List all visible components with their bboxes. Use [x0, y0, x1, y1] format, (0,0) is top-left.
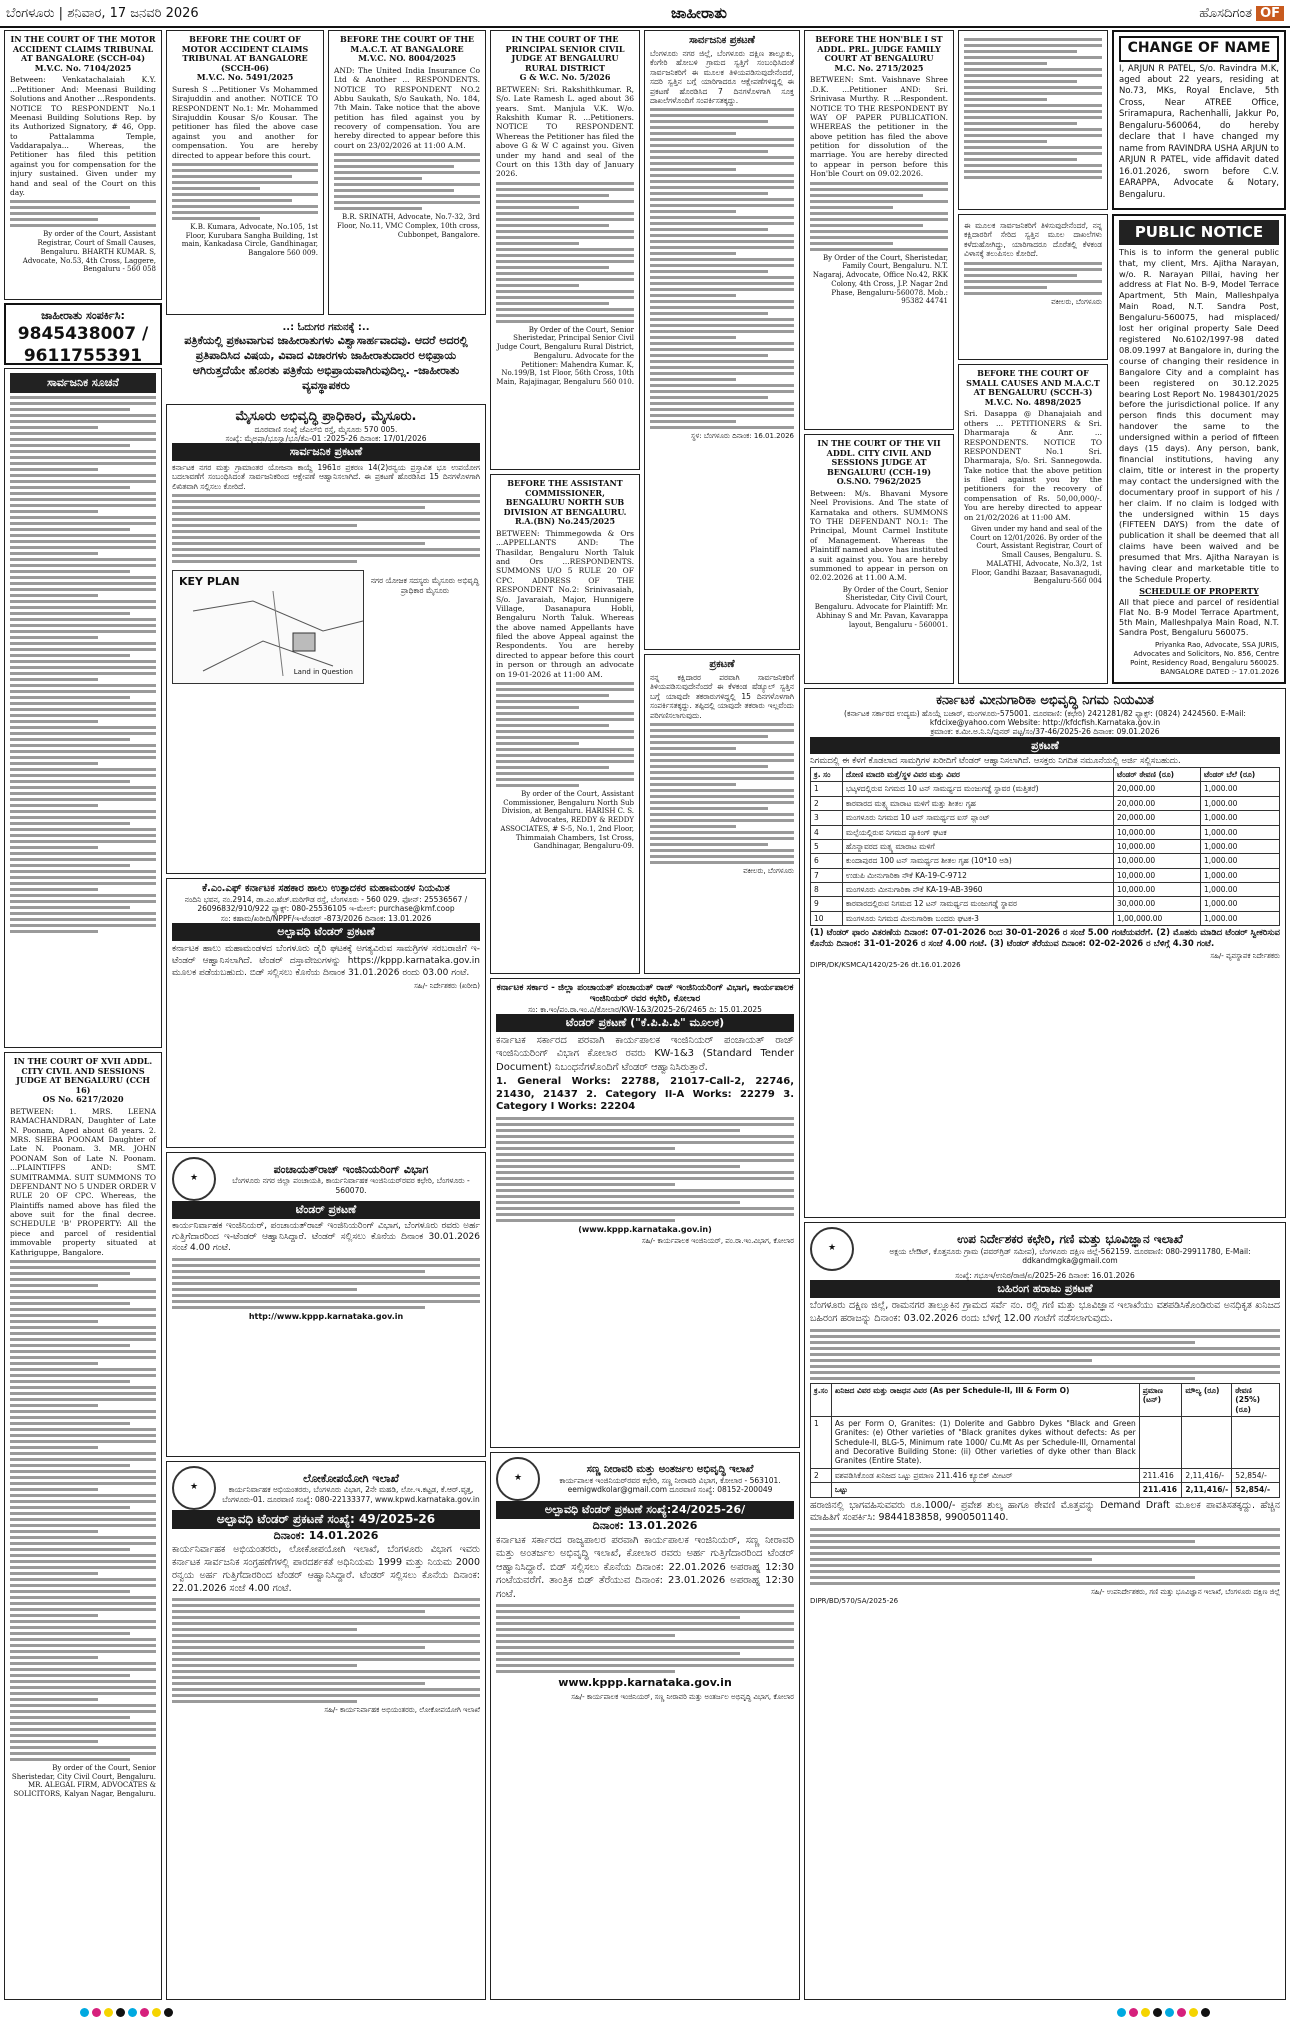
table-cell: 5	[811, 839, 843, 853]
paper-name: ಹೊಸದಿಗಂತ	[1199, 5, 1253, 21]
change-of-name-body: I, ARJUN R PATEL, S/o. Ravindra M.K, aged about 22 years, residing at No.73, MKs, Royal Enclave, 5th Cross, Near ATREE Office, Sriramapura, Rachenhalli, Jakkur Po, Bengaluru-560064, do hereby declare that I have changed my name from RAVINDRA USHA ARJUN to ARJUN R PATEL, vide affidavit dated 16.01.2026, sworn before C.V. EARAPPA, Advocate & Notary, Bengaluru.	[1119, 63, 1279, 200]
kfdc-signature: ಸಹಿ/- ವ್ಯವಸ್ಥಾಪಕ ನಿರ್ದೇಶಕರು	[1210, 952, 1280, 961]
registration-dot	[1153, 2008, 1162, 2017]
pr-url: http://www.kppp.karnataka.gov.in	[248, 1311, 404, 1321]
fine-print	[496, 1117, 794, 1222]
kfdc-notes: (1) ಟೆಂಡರ್ ಫಾರಂ ವಿತರಣೆಯ ದಿನಾಂಕ: 07-01-2026 ರಿಂದ 30-01-2026 ರ ಸಂಜೆ 5.00 ಗಂಟೆಯವರೆಗೆ. (2) ಮೊಹರು ಮಾಡಿದ ಟೆಂಡರ್ ಸ್ವೀಕರಿಸುವ ಕೊನೆಯ ದಿನಾಂಕ: 31-01-2026 ರ ಸಂಜೆ 4.00 ಗಂಟೆ. (3) ಟೆಂಡರ್ ತೆರೆಯುವ ದಿನಾಂಕ: 02-02-2026 ರ ಬೆಳಿಗ್ಗೆ 4.30 ಗಂಟೆ.	[810, 928, 1280, 949]
table-cell: 1,000.00	[1201, 825, 1280, 839]
table-row	[811, 897, 1280, 911]
table-cell: 20,000.00	[1114, 811, 1201, 825]
registration-dot	[116, 2008, 125, 2017]
table-cell: ಹೊನ್ನಾವರದ ಮತ್ಸ್ಯ ಮಾರಾಟ ಮಳಿಗೆ	[842, 839, 1113, 853]
ad-heading: BEFORE THE ASSISTANT COMMISSIONER, BENGALURU NORTH SUB DIVISION AT BENGALURU.	[503, 478, 627, 517]
ad-body: Sri. Dasappa @ Dhanajaiah and others ... PETITIONERS & Sri. Dharmaraja & Anr. ... RESPONDENTS. NOTICE TO RESPONDENT No.1 Sri. Dharmaraja, S/o. Sri. Sannegowda. Take notice that the above petition is filed against you by the petitioners for the recovery of compensation of Rs. 50,00,000/-. You are hereby directed to appear on 21/02/2026 at 11:00 AM.	[964, 409, 1102, 522]
ad-signature: By Order of the Court, Senior Sheristedar, City Civil Court, Bengaluru. Advocate for Plaintiff: Mr. Abhinay S and Mr. Pavan, Kavarappa layout, Bengaluru - 560001.	[814, 585, 948, 629]
table-cell: 2	[811, 1468, 832, 1482]
mi-address: ಕಾರ್ಯಪಾಲಕ ಇಂಜಿನಿಯರ್‌ರವರ ಕಛೇರಿ, ಸಣ್ಣ ನೀರಾವರಿ ವಿಭಾಗ, ಕೋಲಾರ - 563101. eemigwdkolar@gmail.com ದೂರವಾಣಿ ಸಂಖ್ಯೆ: 08152-200049	[559, 1475, 781, 1494]
table-row	[811, 854, 1280, 868]
table-cell: 1,000.00	[1201, 883, 1280, 897]
kolar-pr-notice-title: ಟೆಂಡರ್ ಪ್ರಕಟಣೆ ("ಕೆ.ಪಿ.ಪಿ.ಪಿ" ಮೂಲಕ)	[496, 1014, 794, 1032]
mi-date: ದಿನಾಂಕ: 13.01.2026	[592, 1518, 698, 1532]
ad-signature: By order of the Court, Assistant Registrar, Court of Small Causes, Bengaluru. BHARTH KUMAR. S, Advocate, No.53, 4th Cross, Laggere, Bengaluru - 560 058	[22, 230, 156, 274]
pr-body: ಕಾರ್ಯನಿರ್ವಾಹಕ ಇಂಜಿನಿಯರ್, ಪಂಚಾಯತ್‌ರಾಜ್ ಇಂಜಿನಿಯರಿಂಗ್ ವಿಭಾಗ, ಬೆಂಗಳೂರು ರವರು ಅರ್ಹ ಗುತ್ತಿಗೆದಾರರಿಂದ ಇ-ಟೆಂಡರ್ ಆಹ್ವಾನಿಸಿದ್ದಾರೆ. ಟೆಂಡರ್ ಸಲ್ಲಿಸಲು ಕೊನೆಯ ದಿನಾಂಕ 30.01.2026 ಸಂಜೆ 4.00 ಗಂಟೆ.	[172, 1220, 480, 1254]
mvc-notice-ad	[4, 30, 162, 300]
notice-signature: ವಕೀಲರು, ಬೆಂಗಳೂರು	[743, 866, 794, 875]
ad-heading: BEFORE THE HON'BLE I ST ADDL. PRL. JUDGE FAMILY COURT AT BENGALURU	[815, 34, 943, 64]
mvc-notice-ad-2	[166, 30, 324, 315]
table-cell: 10,000.00	[1114, 854, 1201, 868]
table-row	[811, 868, 1280, 882]
table-cell: 6	[811, 854, 843, 868]
ad-heading: BEFORE THE COURT OF THE M.A.C.T. AT BANGALORE	[339, 34, 475, 54]
table-header: ಠೇವಣಿ (25%) (ರೂ)	[1232, 1383, 1280, 1416]
registration-dot	[1129, 2008, 1138, 2017]
pwd-body: ಕಾರ್ಯನಿರ್ವಾಹಕ ಅಭಿಯಂತರರು, ಲೋಕೋಪಯೋಗಿ ಇಲಾಖೆ, ಬೆಂಗಳೂರು ವಿಭಾಗ ಇವರು ಕರ್ನಾಟಕ ಸಾರ್ವಜನಿಕ ಸಂಗ್ರಹಣೆಗಳಲ್ಲಿ ಪಾರದರ್ಶಕತೆ ಅಧಿನಿಯಮ 1999 ಮತ್ತು ನಿಯಮ 2000 ರನ್ವಯ ಅರ್ಹ ಗುತ್ತಿಗೆದಾರರಿಂದ ಟೆಂಡರ್ ಆಹ್ವಾನಿಸಿದ್ದಾರೆ. ಟೆಂಡರ್ ಸಲ್ಲಿಸಲು ಕೊನೆಯ ದಿನಾಂಕ: 22.01.2026 ಸಂಜೆ 4.00 ಗಂಟೆ.	[172, 1544, 480, 1594]
mines-header	[810, 1227, 1280, 1271]
pr-header	[172, 1157, 480, 1201]
kmf-signature: ಸಹಿ/- ನಿರ್ದೇಶಕರು (ಖರೀದಿ)	[414, 982, 480, 991]
muda-ref: ಸಂಖ್ಯೆ: ಮೈಅಪ್ರಾ/ಭೂಸ್ವಾ/ಭೂ/ಕೆಎ-01 :2025-26 ದಿನಾಂಕ: 17/01/2026	[225, 433, 427, 443]
change-of-name-ad	[1112, 30, 1286, 210]
kolar-pr-signature: ಸಹಿ/- ಕಾರ್ಯಪಾಲಕ ಇಂಜಿನಿಯರ್, ಪಂ.ರಾ.ಇಂ.ವಿಭಾಗ, ಕೋಲಾರ	[641, 1237, 794, 1246]
public-notice-title: PUBLIC NOTICE	[1119, 220, 1279, 245]
table-header: ಟೆಂಡರ್ ಬೆಲೆ (ರೂ)	[1201, 768, 1280, 782]
table-cell	[1232, 1416, 1280, 1468]
notice-title: ಸಾರ್ವಜನಿಕ ಸೂಚನೆ	[10, 373, 156, 393]
kmf-tender-ad	[166, 878, 486, 1148]
table-header-row	[811, 1383, 1280, 1416]
case-number: R.A.(BN) No.245/2025	[514, 516, 616, 527]
table-cell: 10	[811, 911, 843, 925]
table-cell: 20,000.00	[1114, 782, 1201, 796]
table-cell	[1139, 1416, 1182, 1468]
fine-print	[650, 723, 794, 864]
table-row	[811, 1468, 1280, 1482]
government-emblem-icon: ★	[172, 1157, 216, 1201]
case-number: M.V.C. No. 7104/2025	[34, 62, 132, 73]
schedule-title: SCHEDULE OF PROPERTY	[1139, 585, 1259, 596]
table-cell: 1,000.00	[1201, 868, 1280, 882]
table-cell: 10,000.00	[1114, 868, 1201, 882]
ad-body: AND: The United India Insurance Co Ltd & Another ... RESPONDENTS. NOTICE TO RESPONDENT NO.2 Abbu Saukath, S/o Saukath, No. 184, 7th Main. Take notice that the above petition has filed against you by recovery of compensation. You are hereby directed to appear before this court on 23/02/2026 at 11:00 A.M.	[334, 65, 480, 150]
panchayat-raj-tender-ad	[166, 1152, 486, 1457]
ad-signature: By Order of the Court, Sheristedar, Family Court, Bengaluru. N.T. Nagaraj, Advocate, Office No.42, RKK Colony, 4th Cross, J.P. Nagar 2nd Phase, Bengaluru-560078. Mob.: 95382 44741	[812, 253, 948, 306]
table-row	[811, 839, 1280, 853]
kannada-notice-signature: ವಕೀಲರು, ಬೆಂಗಳೂರು	[1051, 297, 1102, 306]
table-cell	[811, 1483, 832, 1497]
mi-title: ಸಣ್ಣ ನೀರಾವರಿ ಮತ್ತು ಅಂತರ್ಜಲ ಅಭಿವೃದ್ಧಿ ಇಲಾಖೆ	[586, 1463, 754, 1475]
family-court-ad	[804, 30, 954, 430]
muda-notice-ad	[166, 404, 486, 874]
mines-auction-ad	[804, 1222, 1286, 2000]
table-header: ಕ್ರ. ಸಂ	[811, 768, 843, 782]
table-cell: 10,000.00	[1114, 839, 1201, 853]
public-notice-signature: ಸ್ಥಳ: ಬೆಂಗಳೂರು ದಿನಾಂಕ: 16.01.2026	[691, 432, 794, 441]
kannada-notice-ad	[958, 214, 1108, 360]
mines-notice-title: ಬಹಿರಂಗ ಹರಾಜು ಪ್ರಕಟಣೆ	[810, 1280, 1280, 1298]
print-registration-strip	[0, 2005, 1290, 2019]
guardian-court-ad	[490, 30, 640, 470]
table-cell: 1,000.00	[1201, 811, 1280, 825]
registration-dot	[1189, 2008, 1198, 2017]
table-row	[811, 911, 1280, 925]
pr-title: ಪಂಚಾಯತ್‌ರಾಜ್ ಇಂಜಿನಿಯರಿಂಗ್ ವಿಭಾಗ	[273, 1163, 429, 1177]
fine-print	[496, 182, 634, 323]
land-in-question-label: Land in Question	[293, 668, 353, 677]
table-cell: ಕಾರವಾರದ ಮತ್ಸ್ಯ ಮಾರಾಟ ಮಳಿಗೆ ಮತ್ತು ಶೀತಲ ಗೃಹ	[842, 796, 1113, 810]
table-cell: 52,854/-	[1232, 1468, 1280, 1482]
case-number: M.C. No. 2715/2025	[834, 62, 924, 73]
table-cell: 4	[811, 825, 843, 839]
kolar-pr-title: ಕರ್ನಾಟಕ ಸರ್ಕಾರ - ಜಿಲ್ಲಾ ಪಂಚಾಯತ್ ಪಂಚಾಯತ್ ರಾಜ್ ಇಂಜಿನಿಯರಿಂಗ್ ವಿಭಾಗ, ಕಾರ್ಯಪಾಲಕ ಇಂಜಿನಿಯರ್ ರವರ ಕಛೇರಿ, ಕೋಲಾರ	[496, 983, 794, 1004]
fine-print	[810, 1329, 1280, 1380]
registration-dot	[152, 2008, 161, 2017]
fine-print	[172, 1258, 480, 1309]
ad-heading: IN THE COURT OF THE MOTOR ACCIDENT CLAIMS TRIBUNAL AT BANGALORE (SCCH-04)	[10, 34, 156, 64]
muda-address: ದೂರವಾಣಿ ಸಂಖ್ಯೆ ಜೆಎಲ್‌ಬಿ ರಸ್ತೆ, ಮೈಸೂರು 570 005.	[254, 424, 398, 434]
kfdc-tender-table	[810, 767, 1280, 926]
mines-signature: ಸಹಿ/- ಉಪನಿರ್ದೇಶಕರು, ಗಣಿ ಮತ್ತು ಭೂವಿಜ್ಞಾನ ಇಲಾಖೆ, ಬೆಂಗಳೂರು ದಕ್ಷಿಣ ಜಿಲ್ಲೆ	[1091, 1588, 1280, 1597]
kmf-notice-title: ಅಲ್ಪಾವಧಿ ಟೆಂಡರ್ ಪ್ರಕಟಣೆ	[172, 923, 480, 941]
fine-print	[10, 396, 156, 933]
table-cell: ಭಟ್ಕಳದಲ್ಲಿರುವ ನಿಗಮದ 10 ಟನ್ ಸಾಮರ್ಥ್ಯದ ಮಂಜುಗಡ್ಡೆ ಸ್ಥಾವರ (ಮತ್ತಿತರೆ)	[842, 782, 1113, 796]
mines-dipr: DIPR/BD/570/SA/2025-26	[810, 1596, 899, 1605]
registration-dot	[1165, 2008, 1174, 2017]
table-header: ಪ್ರಮಾಣ (ಟನ್)	[1139, 1383, 1182, 1416]
table-row	[811, 1416, 1280, 1468]
case-number: O.S.NO. 7962/2025	[836, 476, 922, 487]
registration-dot	[1201, 2008, 1210, 2017]
mines-title: ಉಪ ನಿರ್ದೇಶಕರ ಕಛೇರಿ, ಗಣಿ ಮತ್ತು ಭೂವಿಜ್ಞಾನ ಇಲಾಖೆ	[957, 1232, 1183, 1247]
table-cell: 3	[811, 811, 843, 825]
case-number: G & W.C. No. 5/2026	[519, 72, 611, 83]
ad-heading: BEFORE THE COURT OF MOTOR ACCIDENT CLAIMS TRIBUNAL AT BANGALORE (SCCH-06)	[181, 34, 309, 73]
case-number: M.V.C. No. 4898/2025	[984, 396, 1082, 407]
ad-heading: IN THE COURT OF XVII ADDL. CITY CIVIL AND SESSIONS JUDGE AT BENGALURU (CCH 16)	[13, 1056, 153, 1095]
kmf-body: ಕರ್ನಾಟಕ ಹಾಲು ಮಹಾಮಂಡಳದ ಬೆಂಗಳೂರು ಡೈರಿ ಘಟಕಕ್ಕೆ ಅಗತ್ಯವಿರುವ ಸಾಮಗ್ರಿಗಳ ಸರಬರಾಜಿಗೆ ಇ-ಟೆಂಡರ್ ಆಹ್ವಾನಿಸಲಾಗಿದೆ. ಟೆಂಡರ್ ದಸ್ತಾವೇಜುಗಳನ್ನು https://kppp.karnataka.gov.in ಮೂಲಕ ಪಡೆಯಬಹುದು. ಬಿಡ್ ಸಲ್ಲಿಸಲು ಕೊನೆಯ ದಿನಾಂಕ 31.01.2026 ರಂದು 03.00 ಗಂಟೆ.	[172, 943, 480, 979]
notice-body: ನನ್ನ ಕಕ್ಷಿದಾರರ ಪರವಾಗಿ ಸಾರ್ವಜನಿಕರಿಗೆ ತಿಳಿಯಪಡಿಸುವುದೇನೆಂದರೆ ಈ ಕೆಳಕಂಡ ಷೆಡ್ಯೂಲ್ ಸ್ವತ್ತಿನ ಬಗ್ಗೆ ಯಾವುದೇ ತಕರಾರುಗಳಿದ್ದಲ್ಲಿ 15 ದಿನಗಳೊಳಗಾಗಿ ಸಂಪರ್ಕಿಸತಕ್ಕದ್ದು. ತಪ್ಪಿದಲ್ಲಿ ಯಾವುದೇ ತಕರಾರು ಇಲ್ಲವೆಂದು ಪರಿಗಣಿಸಲಾಗುವುದು.	[650, 673, 794, 720]
table-row	[811, 883, 1280, 897]
public-notice-kn-ad	[4, 368, 162, 1048]
table-cell: 7	[811, 868, 843, 882]
table-cell: ಕಾರವಾರದಲ್ಲಿರುವ ನಿಗಮದ 12 ಟನ್ ಸಾಮರ್ಥ್ಯದ ಮಂಜುಗಡ್ಡೆ ಸ್ಥಾವರ	[842, 897, 1113, 911]
ad-body: BETWEEN: 1. MRS. LEENA RAMACHANDRAN, Daughter of Late N. Poonam, Aged about 68 years. 2. MRS. SHEBA POONAM Daughter of Late N. Poonam. 3. MR. JOHN POONAM Son of Late N. Poonam. ...PLAINTIFFS AND: SMT. SUMITRAMMA. SUIT SUMMONS TO DEFENDANT NO 5 UNDER ORDER V RULE 20 OF CPC. Whereas, the Plaintiffs named above has filed the above suit for the final decree. SCHEDULE 'B' PROPERTY: All the piece and parcel of residential immovable property situated at Kathriguppe, Bangalore.	[10, 1106, 156, 1257]
public-notice-body: This is to inform the general public that, my client, Mrs. Ajitha Narayan, w/o. R. Narayan Pillai, having her address at Flat No. B-9, Model Terrace Apartment, 5th Main, Malleshpalya Main Road, N.T. Sandra Post, Bengaluru-560075, had misplaced/ lost her original property Sale Deed registered No.6102/1997-98 dated 08.09.1997 at Bangalore in, during the course of changing their residence in Bangalore City and a complaint has been registered on 30.12.2025 bearing Lost Report No. 1984301/2025 before the jurisdictional police. If any person finds this document may handover the same to the undersigned within a period of fifteen days (15 days). Any person, bank, financial institutions, having any claim, title or interest in the property may contact the undersigned with the documentary proof in support of his / her claim. If no claim is lodged with the undersigned within 15 days (FIFTEEN DAYS) from the date of publication it shall be deemed that all claims have been waived and be presumed that Mrs. Ajitha Narayan is having clear and marketable title to the Schedule Property.	[1119, 246, 1279, 584]
kmf-title: ಕೆ.ಎಂ.ಎಫ್ ಕರ್ನಾಟಕ ಸಹಕಾರ ಹಾಲು ಉತ್ಪಾದಕರ ಮಹಾಮಂಡಳ ನಿಯಮಿತ	[202, 883, 450, 894]
table-cell: 30,000.00	[1114, 897, 1201, 911]
key-plan-map	[172, 570, 364, 684]
ad-body: BETWEEN: Thimmegowda & Ors ...APPELLANTS AND: The Thasildar, Bengaluru North Taluk and Ors ...RESPONDENTS. SUMMONS U/O 5 RULE 20 OF CPC. ADDRESS OF THE RESPONDENT No.2: Srinivasaiah, S/o. Javaraiah, Major, Hunnigere Village, Dasanapura Hobli, Bengaluru North Taluk. Whereas the above named Appellants have filed the above Appeal against the Respondents. You are hereby directed to appear before this court in person or through an advocate on 19-01-2026 at 11:00 AM.	[496, 528, 634, 679]
public-notice-ad-2	[644, 654, 800, 974]
public-notice-ad	[644, 30, 800, 650]
public-notice-lost-deed-ad	[1112, 214, 1286, 684]
table-cell: 8	[811, 883, 843, 897]
table-cell: 9	[811, 897, 843, 911]
table-cell: 10,000.00	[1114, 825, 1201, 839]
case-number: M.V.C. No. 5491/2025	[196, 72, 294, 83]
fine-print	[334, 153, 480, 210]
public-notice-body: ಬೆಂಗಳೂರು ನಗರ ಜಿಲ್ಲೆ, ಬೆಂಗಳೂರು ದಕ್ಷಿಣ ತಾಲ್ಲೂಕು, ಕೆಂಗೇರಿ ಹೋಬಳಿ ಗ್ರಾಮದ ಸ್ವತ್ತಿಗೆ ಸಂಬಂಧಿಸಿದಂತೆ ಸಾರ್ವಜನಿಕರಿಗೆ ಈ ಮೂಲಕ ತಿಳಿಯಪಡಿಸುವುದೇನೆಂದರೆ, ಸದರಿ ಸ್ವತ್ತಿನ ಬಗ್ಗೆ ಯಾರಿಗಾದರೂ ಆಕ್ಷೇಪಣೆಗಳಿದ್ದಲ್ಲಿ ಈ ಪ್ರಕಟಣೆ ಹೊರಡಿಸಿದ 7 ದಿನಗಳೊಳಗಾಗಿ ಸೂಕ್ತ ದಾಖಲೆಗಳೊಂದಿಗೆ ಸಂಪರ್ಕಿಸತಕ್ಕದ್ದು.	[650, 49, 794, 105]
fine-print	[964, 38, 1102, 179]
mi-signature: ಸಹಿ/- ಕಾರ್ಯಪಾಲಕ ಇಂಜಿನಿಯರ್, ಸಣ್ಣ ನೀರಾವರಿ ಮತ್ತು ಅಂತರ್ಜಲ ಅಭಿವೃದ್ಧಿ ವಿಭಾಗ, ಕೋಲಾರ	[571, 1692, 794, 1701]
registration-dots-left	[0, 2008, 253, 2017]
mines-table-body	[811, 1416, 1280, 1497]
registration-dot	[1141, 2008, 1150, 2017]
table-cell: ಮಲ್ಪೆಯಲ್ಲಿರುವ ನಿಗಮದ ಪ್ಯಾಕಿಂಗ್ ಘಟಕ	[842, 825, 1113, 839]
table-header: ಟೆಂಡರ್ ಠೇವಣಿ (ರೂ)	[1114, 768, 1201, 782]
pwd-notice-title: ಅಲ್ಪಾವಧಿ ಟೆಂಡರ್ ಪ್ರಕಟಣೆ ಸಂಖ್ಯೆ: 49/2025-26	[172, 1510, 480, 1529]
pr-address: ಬೆಂಗಳೂರು ನಗರ ಜಿಲ್ಲಾ ಪಂಚಾಯತಿ, ಕಾರ್ಯನಿರ್ವಾಹಕ ಇಂಜಿನಿಯರ್‌ರವರ ಕಛೇರಿ, ಬೆಂಗಳೂರು - 560070.	[232, 1176, 470, 1195]
key-plan-row	[172, 566, 480, 688]
section-title: ಜಾಹೀರಾತು	[671, 4, 727, 22]
mines-footer: ಹರಾಜಿನಲ್ಲಿ ಭಾಗವಹಿಸುವವರು ರೂ.1000/- ಪ್ರವೇಶ ಶುಲ್ಕ ಹಾಗೂ ಠೇವಣಿ ಮೊತ್ತವನ್ನು Demand Draft ಮೂಲಕ ಪಾವತಿಸತಕ್ಕದ್ದು. ಹೆಚ್ಚಿನ ಮಾಹಿತಿಗೆ ಸಂಪರ್ಕಿಸಿ: 9844183858, 9900501140.	[810, 1499, 1280, 1524]
notice-title: ಪ್ರಕಟಣೆ	[709, 659, 735, 670]
table-cell: 2,11,416/-	[1182, 1483, 1232, 1497]
table-cell: 1,000.00	[1201, 839, 1280, 853]
kfdc-dipr: DIPR/DK/KSMCA/1420/25-26 dt.16.01.2026	[810, 961, 961, 970]
public-notice-signature: Priyanka Rao, Advocate, SSA JURIS, Advocates and Solicitors, No. 856, Centre Point, Residency Road, Bengaluru 560025. BANGALORE DATED :- 17.01.2026	[1130, 641, 1279, 676]
table-cell: ಮಂಗಳೂರು ನಿಗಮದ 10 ಟನ್ ಸಾಮರ್ಥ್ಯದ ಐಸ್ ಪ್ಲಾಂಟ್	[842, 811, 1113, 825]
page-date: ಬೆಂಗಳೂರು | ಶನಿವಾರ, 17 ಜನವರಿ 2026	[6, 5, 199, 21]
small-causes-mact-ad	[958, 364, 1108, 684]
fine-print	[496, 682, 634, 787]
table-cell: 1,000.00	[1201, 897, 1280, 911]
pwd-header	[172, 1466, 480, 1510]
table-header: ಮೌಲ್ಯ (ರೂ)	[1182, 1383, 1232, 1416]
ad-body: Between: Venkatachalaiah K.Y. ...Petitioner And: Meenasi Building Solutions and Another ...Respondents. NOTICE TO RESPONDENT No.1 Meenasi Building Solutions Rep. by its Authorized Signatory, # 46, Opp. to Pattalamma Temple, Vaddarapalya... Whereas, the Petitioner has filed this petition against you for compensation for the injury sustained. Given under my hand and seal of the Court on this day.	[10, 75, 156, 197]
kannada-notice-ad-2	[958, 30, 1108, 210]
table-cell: ಉಡುಪಿ ಮೀನುಗಾರಿಕಾ ನೌಕೆ KA-19-C-9712	[842, 868, 1113, 882]
table-row	[811, 811, 1280, 825]
pwd-title: ಲೋಕೋಪಯೋಗಿ ಇಲಾಖೆ	[303, 1472, 399, 1486]
table-cell: 1,000.00	[1201, 911, 1280, 925]
table-cell: ಕುಂದಾಪುರದ 100 ಟನ್ ಸಾಮರ್ಥ್ಯದ ಶೀತಲ ಗೃಹ (10*10 ಅಡಿ)	[842, 854, 1113, 868]
kolar-pr-url: (www.kppp.karnataka.gov.in)	[578, 1224, 712, 1234]
mact-notice-ad	[328, 30, 486, 315]
mines-body: ಬೆಂಗಳೂರು ದಕ್ಷಿಣ ಜಿಲ್ಲೆ, ರಾಮನಗರ ತಾಲ್ಲೂಕಿನ ಗ್ರಾಮದ ಸರ್ವೆ ನಂ. ರಲ್ಲಿ ಗಣಿ ಮತ್ತು ಭೂವಿಜ್ಞಾನ ಇಲಾಖೆಯು ವಶಪಡಿಸಿಕೊಂಡಿರುವ ಅನಧಿಕೃತ ಖನಿಜದ ಬಹಿರಂಗ ಹರಾಜನ್ನು ದಿನಾಂಕ: 03.02.2026 ರಂದು ಬೆಳಿಗ್ಗೆ 12.00 ಗಂಟೆಗೆ ನಡೆಸಲಾಗುವುದು.	[810, 1300, 1280, 1324]
schedule-body: All that piece and parcel of residential Flat No. B-9 Model Terrace Apartment, 5th Main, Malleshpalya Main Road, N.T. Sandra Post, Bengaluru 560075.	[1119, 598, 1279, 638]
registration-dot	[128, 2008, 137, 2017]
case-number: M.V.C. NO. 8004/2025	[358, 53, 456, 64]
table-row	[811, 796, 1280, 810]
ad-signature: B.R. SRINATH, Advocate, No.7-32, 3rd Floor, No.11, VMC Complex, 10th cross, Cubbonpet, Bangalore.	[337, 213, 480, 239]
ad-heading: BEFORE THE COURT OF SMALL CAUSES AND M.A.C.T AT BENGALURU (SCCH-3)	[966, 368, 1100, 398]
fine-print	[496, 1604, 794, 1673]
ad-heading: IN THE COURT OF THE PRINCIPAL SENIOR CIVIL JUDGE AT BENGALURU RURAL DISTRICT	[505, 34, 625, 73]
ad-heading: IN THE COURT OF THE VII ADDL. CITY CIVIL AND SESSIONS JUDGE AT BENGALURU (CCH-19)	[817, 438, 941, 477]
ad-contact-box	[4, 303, 162, 365]
public-notice-title: ಸಾರ್ವಜನಿಕ ಪ್ರಕಟಣೆ	[689, 35, 755, 46]
table-cell	[1182, 1416, 1232, 1468]
kolar-pr-body: ಕರ್ನಾಟಕ ಸರ್ಕಾರದ ಪರವಾಗಿ ಕಾರ್ಯಪಾಲಕ ಇಂಜಿನಿಯರ್ ಪಂಚಾಯತ್ ರಾಜ್ ಇಂಜಿನಿಯರಿಂಗ್ ವಿಭಾಗ ಕೋಲಾರ ರವರು KW-1&3 (Standard Tender Document) ನಿಬಂಧನೆಗಳೊಂದಿಗೆ ಟೆಂಡರ್ ಆಹ್ವಾನಿಸಿರುತ್ತಾರೆ.	[496, 1034, 794, 1073]
table-header: ಖನಿಜದ ವಿವರ ಮತ್ತು ರಾಜಧನ ವಿವರ (As per Schedule-II, III & Form O)	[831, 1383, 1139, 1416]
ad-signature: Given under my hand and seal of the Court on 12/01/2026. By order of the Court, Assistant Registrar, Court of Small Causes, Bengaluru. S. MALATHI, Advocate, No.3/2, 1st Floor, Gandhi Bazaar, Basavanagudi, Bengaluru-560 004	[970, 524, 1102, 586]
muda-title: ಮೈಸೂರು ಅಭಿವೃದ್ಧಿ ಪ್ರಾಧಿಕಾರ, ಮೈಸೂರು.	[235, 409, 417, 424]
table-cell: 1	[811, 782, 843, 796]
muda-notice-title: ಸಾರ್ವಜನಿಕ ಪ್ರಕಟಣೆ	[172, 443, 480, 461]
registration-dot	[140, 2008, 149, 2017]
fine-print	[172, 1598, 480, 1703]
muda-signature: ನಗರ ಯೋಜಕ ಸದಸ್ಯರು ಮೈಸೂರು ಅಭಿವೃದ್ಧಿ ಪ್ರಾಧಿಕಾರ ಮೈಸೂರು	[370, 576, 480, 595]
table-cell: ಮಂಗಳೂರು ಮೀನುಗಾರಿಕಾ ನೌಕೆ KA-19-AB-3960	[842, 883, 1113, 897]
kfdc-table-body	[811, 782, 1280, 926]
ad-signature: By Order of the Court, Senior Sheristedar, Principal Senior Civil Judge Court, Bengaluru Rural District, Bengaluru. Advocate for the Petitioner: Mahendra Kumar. K, No.199/B, 1st Floor, 56th Cross, 10th Main, Rajajinagar, Bengaluru 560 010.	[496, 325, 634, 387]
fine-print	[172, 163, 318, 220]
table-header: ಕ್ರ.ಸಂ	[811, 1383, 832, 1416]
kmf-ref: ಸಂ: ಕಹಾಮ/ಖರೀದಿ/NPPF/ಇ-ಟೆಂಡರ್ -873/2026 ದಿನಾಂಕ: 13.01.2026	[220, 913, 432, 923]
key-plan-drawing	[173, 571, 373, 681]
paper-logo	[1199, 6, 1290, 21]
mi-body: ಕರ್ನಾಟಕ ಸರ್ಕಾರದ ರಾಜ್ಯಪಾಲರ ಪರವಾಗಿ ಕಾರ್ಯಪಾಲಕ ಇಂಜಿನಿಯರ್, ಸಣ್ಣ ನೀರಾವರಿ ಮತ್ತು ಅಂತರ್ಜಲ ಅಭಿವೃದ್ಧಿ ಇಲಾಖೆ, ಕೋಲಾರ ರವರು ಅರ್ಹ ಗುತ್ತಿಗೆದಾರರಿಂದ ಟೆಂಡರ್ ಆಹ್ವಾನಿಸಿದ್ದಾರೆ. ಬಿಡ್ ಸಲ್ಲಿಸಲು ಕೊನೆಯ ದಿನಾಂಕ: 22.01.2026 ಅಪರಾಹ್ನ 12:30 ಗಂಟೆಯವರೆಗೆ. ತಾಂತ್ರಿಕ ಬಿಡ್ ತೆರೆಯುವ ದಿನಾಂಕ: 23.01.2026 ಅಪರಾಹ್ನ 12:30 ಗಂಟೆ.	[496, 1534, 794, 1600]
kfdc-notice-title: ಪ್ರಕಟಣೆ	[810, 737, 1280, 755]
minor-irrigation-tender-ad	[490, 1452, 800, 2000]
change-of-name-title: CHANGE OF NAME	[1119, 36, 1279, 62]
ad-signature: By order of the Court, Senior Sheristedar, City Civil Court, Bengaluru. MR. ALEGAL FIRM, ADVOCATES & SOLICITORS, Kalyan Nagar, Bengaluru.	[11, 1763, 156, 1799]
fine-print	[810, 182, 948, 251]
ad-body: Between: M/s. Bhavani Mysore Neel Provisions. And The state of Karnataka and others. SUMMONS TO THE DEFENDANT NO.1: The Principal, Mount Carmel Institute of Management. Whereas the Plaintiff named above has instituted a suit against you. You are hereby summoned to appear in person on 02.02.2026 at 11.00 A.M.	[810, 488, 948, 583]
registration-dot	[1117, 2008, 1126, 2017]
government-emblem-icon: ★	[496, 1457, 540, 1501]
contact-phone-1: 9845438007 /	[17, 324, 149, 345]
kmf-address: ನಂದಿನಿ ಭವನ, ನಂ.2914, ಡಾ.ಎಂ.ಹೆಚ್.ಮರಿಗೌಡ ರಸ್ತೆ, ಬೆಂಗಳೂರು - 560 029. ಫೋನ್: 25536567 / 26096832/910/922 ಫ್ಯಾಕ್ಸ್: 080-25536105 ಇ-ಮೇಲ್: purchase@kmf.coop	[184, 895, 468, 914]
pwd-tender-ad	[166, 1461, 486, 2000]
table-cell: 52,854/-	[1232, 1483, 1280, 1497]
table-cell: 20,000.00	[1114, 796, 1201, 810]
table-cell: 1,000.00	[1201, 796, 1280, 810]
mines-auction-table	[810, 1383, 1280, 1498]
kfdc-address: (ಕರ್ನಾಟಕ ಸರ್ಕಾರದ ಉದ್ಯಮ) ಹೊಯ್ಗೆ ಬಜಾರ್, ಮಂಗಳೂರು-575001. ದೂರವಾಣಿ: (ಕಛೇರಿ) 2421281/82 ಫ್ಯಾಕ್ಸ್: (0824) 2424560. E-Mail: kfdcixe@yahoo.com Website: http://kfdcfish.Karnataka.gov.in	[844, 708, 1246, 727]
kolar-pr-tender-ad	[490, 978, 800, 1448]
readers-notice-title: ..: ಓದುಗರ ಗಮನಕ್ಕೆ :..	[282, 322, 370, 333]
table-cell: 211.416	[1139, 1468, 1182, 1482]
table-cell: 2,11,416/-	[1182, 1468, 1232, 1482]
kfdc-title: ಕರ್ನಾಟಕ ಮೀನುಗಾರಿಕಾ ಅಭಿವೃದ್ಧಿ ನಿಗಮ ನಿಯಮಿತ	[936, 693, 1154, 708]
registration-dots-right	[1037, 2008, 1290, 2017]
table-cell: 211.416	[1139, 1483, 1182, 1497]
case-number: OS No. 6217/2020	[42, 1094, 124, 1105]
table-cell: 10,000.00	[1114, 883, 1201, 897]
kfdc-intro: ನಿಗಮದಲ್ಲಿ ಈ ಕೆಳಗೆ ಕೊಡಲಾದ ಸಾಮಗ್ರಿಗಳ ಖರೀದಿಗೆ ಟೆಂಡರ್ ಆಹ್ವಾನಿಸಲಾಗಿದೆ. ಆಸಕ್ತರು ನಿಗದಿತ ನಮೂನೆಯಲ್ಲಿ ಅರ್ಜಿ ಸಲ್ಲಿಸಬಹುದು.	[810, 756, 1181, 767]
mi-header	[496, 1457, 794, 1501]
table-header-row	[811, 768, 1280, 782]
page-badge: OF	[1256, 6, 1284, 21]
registration-dot	[92, 2008, 101, 2017]
ad-signature: By order of the Court, Assistant Commissioner, Bengaluru North Sub Division, at Bengaluru. HARISH C. S. Advocates, REDDY & REDDY ASSOCIATES, # S-5, No.1, 2nd Floor, Thimmaiah Chambers, 1st Cross, Gandhinagar, Bengaluru-09.	[500, 789, 634, 851]
government-emblem-icon: ★	[810, 1227, 854, 1271]
key-plan-label: KEY PLAN	[179, 575, 240, 589]
mi-notice-title: ಅಲ್ಪಾವಧಿ ಟೆಂಡರ್ ಪ್ರಕಟಣೆ ಸಂಖ್ಯೆ:24/2025-26/	[496, 1501, 794, 1519]
mines-address: ಅಕ್ಷಯ ಲೇಔಟ್, ಕೊತ್ತನೂರು ಗ್ರಾಮ (ಪವರ್‌ಗ್ರಿಡ್ ಸಮೀಪ), ಬೆಂಗಳೂರು ದಕ್ಷಿಣ ಜಿಲ್ಲೆ-562159. ದೂರವಾಣಿ: 080-29911780, E-Mail: ddkandmgka@gmail.com	[889, 1246, 1251, 1266]
kolar-pr-ref: ಸಂ: ಕಾ.ಇಂ/ಪಂ.ರಾ.ಇಂ.ವಿ/ಕೋಲಾರ/KW-1&3/2025-26/2465 ದಿ: 15.01.2025	[528, 1004, 762, 1014]
table-row	[811, 825, 1280, 839]
fine-print	[10, 200, 156, 227]
table-cell: ಮಂಗಳೂರು ನಿಗಮದ ಮೀನುಗಾರಿಕಾ ಬಂದರು ಘಟಕ-3	[842, 911, 1113, 925]
table-cell: 1,000.00	[1201, 782, 1280, 796]
table-cell: ವಶಪಡಿಸಿಕೊಂಡ ಖನಿಜದ ಒಟ್ಟು ಪ್ರಮಾಣ 211.416 ಕ್ಯೂಬಿಕ್ ಮೀಟರ್	[831, 1468, 1139, 1482]
ad-body: BETWEEN: Sri. Rakshithkumar. R, S/o. Late Ramesh L. aged about 36 years. Smt. Manjula V.K. W/o. Rakshith Kumar R. ...Petitioners. NOTICE TO RESPONDENT. Whereas the Petitioner has filed the above G & W C against you. Given under my hand and seal of the Court on this 13th day of January 2026.	[496, 84, 634, 179]
kannada-notice-body: ಈ ಮೂಲಕ ಸಾರ್ವಜನಿಕರಿಗೆ ತಿಳಿಸುವುದೇನೆಂದರೆ, ನನ್ನ ಕಕ್ಷಿದಾರರಿಗೆ ಸೇರಿದ ಸ್ವತ್ತಿನ ಮೂಲ ದಾಖಲೆಗಳು ಕಳೆದುಹೋಗಿದ್ದು, ಯಾರಿಗಾದರೂ ದೊರೆತಲ್ಲಿ ಕೆಳಕಂಡ ವಿಳಾಸಕ್ಕೆ ತಲುಪಿಸಲು ಕೋರಿದೆ.	[964, 221, 1102, 259]
table-cell: ಒಟ್ಟು	[831, 1483, 1139, 1497]
table-total-row	[811, 1483, 1280, 1497]
fine-print	[810, 1528, 1280, 1585]
kfdc-tender-ad	[804, 688, 1286, 1218]
muda-body: ಕರ್ನಾಟಕ ನಗರ ಮತ್ತು ಗ್ರಾಮಾಂತರ ಯೋಜನಾ ಕಾಯ್ದೆ 1961ರ ಪ್ರಕರಣ 14(2)ರನ್ವಯ ಪ್ರಸ್ತಾವಿತ ಭೂ ಉಪಯೋಗ ಬದಲಾವಣೆಗೆ ಸಂಬಂಧಿಸಿದಂತೆ ಸಾರ್ವಜನಿಕರಿಂದ ಆಕ್ಷೇಪಣೆ ಆಹ್ವಾನಿಸಲಾಗಿದೆ. ಈ ಪ್ರಕಟಣೆ ಹೊರಡಿಸಿದ 15 ದಿನಗಳೊಳಗಾಗಿ ಲಿಖಿತವಾಗಿ ಸಲ್ಲಿಸಲು ಕೋರಿದೆ.	[172, 463, 480, 491]
mines-ref: ಸಂಖ್ಯೆ: ಗಭೂಇ/ಉನಿರ/ರಾಜಿ/ಏ/2025-26 ದಿನಾಂಕ: 16.01.2026	[955, 1271, 1135, 1280]
table-cell: 1	[811, 1416, 832, 1468]
government-emblem-icon: ★	[172, 1466, 216, 1510]
kfdc-ref: ಕ್ರಮಾಂಕ: ಕ.ಮೀ.ಅ.ನಿ.ನಿ/ಪುನರ್ ಪಟ್ಟ/ಸಂ/37-46/2025-26 ದಿನಾಂಕ: 09.01.2026	[930, 727, 1160, 737]
registration-dot	[80, 2008, 89, 2017]
ad-signature: K.B. Kumara, Advocate, No.105, 1st Floor, Kurubara Sangha Building, 1st main, Kankadasa Circle, Gandhinagar, Bangalore 560 009.	[181, 222, 318, 258]
table-cell: 1,00,000.00	[1114, 911, 1201, 925]
contact-phone-2: 9611755391	[23, 346, 143, 365]
pwd-signature: ಸಹಿ/- ಕಾರ್ಯನಿರ್ವಾಹಕ ಅಭಿಯಂತರರು, ಲೋಕೋಪಯೋಗಿ ಇಲಾಖೆ	[324, 1706, 480, 1715]
table-cell: 2	[811, 796, 843, 810]
fine-print	[10, 1260, 156, 1761]
table-header: ದೋಣಿ ಮಾದರಿ ಮತ್ತೆ/ಸ್ಥಳ ವಿವರ ಮತ್ತು ವಿವರ	[842, 768, 1113, 782]
fine-print	[964, 262, 1102, 295]
fine-print	[650, 108, 794, 429]
pr-notice-title: ಟೆಂಡರ್ ಪ್ರಕಟಣೆ	[172, 1201, 480, 1219]
registration-dot	[1177, 2008, 1186, 2017]
kolar-pr-work-list: 1. General Works: 22788, 21017-Call-2, 22746, 21430, 21437 2. Category II-A Works: 22279 3. Category I Works: 22204	[496, 1076, 794, 1113]
ad-body: BETWEEN: Smt. Vaishnave Shree .D.K. ...Petitioner AND: Sri. Srinivasa Murthy. R ...Respondent. NOTICE TO THE RESPONDENT BY WAY OF PAPER PUBLICATION. WHEREAS the petitioner in the above petition has filed the above petition for dissolution of the marriage. You are hereby directed to appear in person before this Hon'ble Court on 09.02.2026.	[810, 75, 948, 179]
registration-dot	[164, 2008, 173, 2017]
city-civil-court-ad	[804, 434, 954, 684]
contact-title: ಜಾಹೀರಾತು ಸಂಪರ್ಕಿಸಿ:	[41, 309, 125, 322]
ad-body: Suresh S ...Petitioner Vs Mohammed Sirajuddin and another. NOTICE TO RESPONDENT No.1: Mr. Mohammed Sirajuddin Kousar S/o Kousar. The petitioner has filed the above case against you and another for compensation. You are hereby directed to appear before this court.	[172, 84, 318, 160]
pwd-date: ದಿನಾಂಕ: 14.01.2026	[273, 1529, 379, 1542]
mi-url: www.kppp.karnataka.gov.in	[558, 1676, 732, 1690]
masthead	[0, 0, 1290, 28]
table-cell: As per Form O, Granites: (1) Dolerite and Gabbro Dykes "Black and Green Granites: (e) Other varieties of "Black granites dykes without defects: As per Schedule-II, BLG-5, Minimum rate 1000/ Cu.Mt As per Schedule-III, Ornamental and Decorative Building Stone: (ii) Other varieties of dyke other than Black Granites (Entire State).	[831, 1416, 1139, 1468]
fine-print	[172, 494, 480, 563]
assistant-commissioner-ad	[490, 474, 640, 974]
readers-notice-body: ಪತ್ರಿಕೆಯಲ್ಲಿ ಪ್ರಕಟವಾಗುವ ಜಾಹೀರಾತುಗಳು ವಿಶ್ವಾಸಾರ್ಹವಾದವು. ಆದರೆ ಅದರಲ್ಲಿ ಪ್ರತಿಪಾದಿಸಿದ ವಿಷಯ, ವಿವಾದ ವಿಚಾರಗಳು ಜಾಹೀರಾತುದಾರರ ಅಭಿಪ್ರಾಯ ಆಗಿರುತ್ತದೆಯೇ ಹೊರತು ಪತ್ರಿಕೆಯ ಅಭಿಪ್ರಾಯವಾಗಿರುವುದಿಲ್ಲ. -ಜಾಹೀರಾತು ವ್ಯವಸ್ಥಾಪಕರು	[184, 334, 468, 392]
table-row	[811, 782, 1280, 796]
readers-notice	[166, 318, 486, 400]
table-cell: 1,000.00	[1201, 854, 1280, 868]
civil-court-suit-ad	[4, 1052, 162, 2000]
registration-dot	[104, 2008, 113, 2017]
pwd-address: ಕಾರ್ಯನಿರ್ವಾಹಕ ಅಭಿಯಂತರರು, ಬೆಂಗಳೂರು ವಿಭಾಗ, 2ನೇ ಮಹಡಿ, ಲೋ.ಇ.ಕಟ್ಟಡ, ಕೆ.ಆರ್.ವೃತ್ತ, ಬೆಂಗಳೂರು-01. ದೂರವಾಣಿ ಸಂಖ್ಯೆ: 080-22133377, www.kpwd.karnataka.gov.in	[222, 1485, 480, 1504]
